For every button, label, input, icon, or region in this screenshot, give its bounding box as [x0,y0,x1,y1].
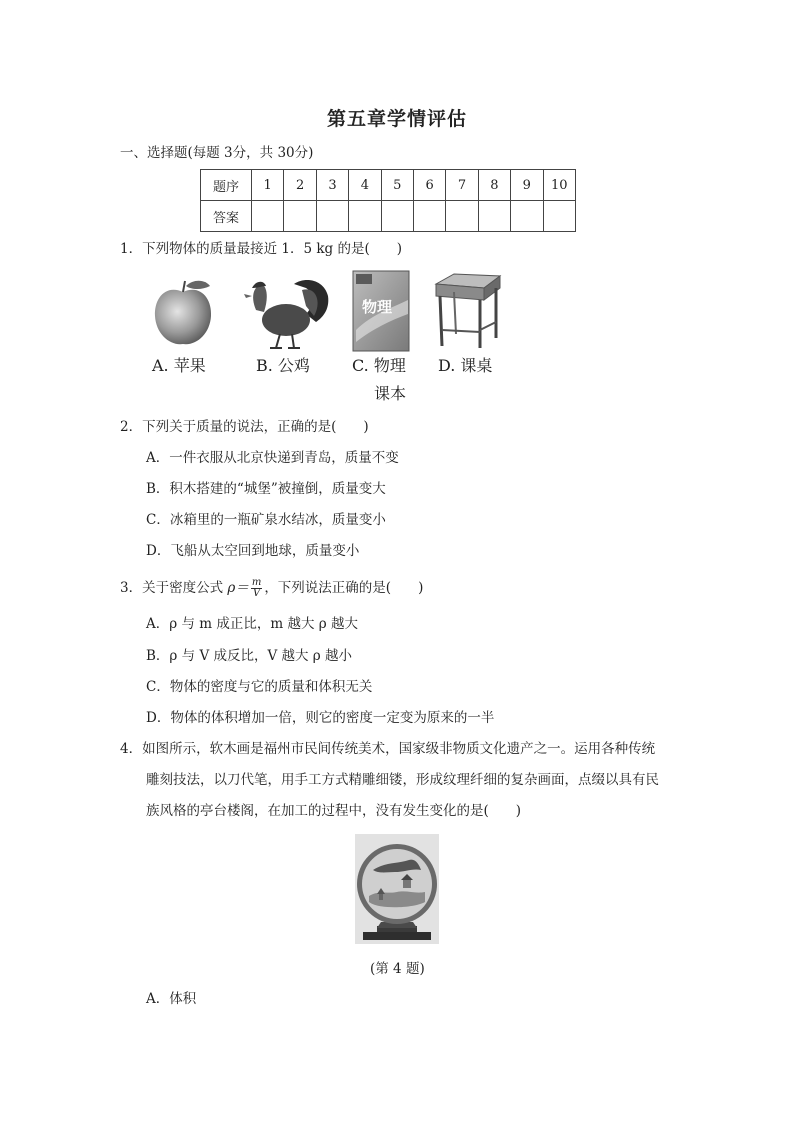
q3-option-c[interactable]: C．物体的密度与它的质量和体积无关 [146,679,373,695]
fraction-denominator: V [252,588,261,599]
question-4-line3: 族风格的亭台楼阁，在加工的过程中，没有发生变化的是( ) [146,803,522,819]
section-heading: 一、选择题(每题 3分，共 30分) [120,145,314,161]
table-cell: 4 [349,170,381,201]
table-cell: 3 [316,170,348,201]
question-4-line2: 雕刻技法，以刀代笔，用手工方式精雕细镂，形成纹理纤细的复杂画面，点缀以具有民 [146,772,659,788]
question-4-line1: 4．如图所示，软木画是福州市民间传统美术，国家级非物质文化遗产之一。运用各种传统 [120,741,656,757]
table-cell: 2 [284,170,316,201]
q1-option-a[interactable]: A. 苹果 [152,356,206,375]
q3-option-b[interactable]: B．ρ 与 V 成反比，V 越大 ρ 越小 [146,648,353,664]
answer-cell[interactable] [413,201,445,232]
answer-cell[interactable] [381,201,413,232]
q3-stem-before: 3．关于密度公式 [120,580,228,596]
q1-option-c-line2: 课本 [374,384,407,403]
answer-table [200,169,576,232]
answer-cell[interactable] [511,201,543,232]
q1-option-b[interactable]: B. 公鸡 [256,356,310,375]
table-row [201,170,576,201]
rooster-image [236,276,332,350]
figure-caption: (第 4 题) [370,961,425,977]
question-3-stem [120,578,423,599]
physics-book-image [352,270,410,352]
desk-image [432,272,502,350]
answer-cell[interactable] [478,201,510,232]
table-cell: 7 [446,170,478,201]
row-label-answer: 答案 [201,201,252,232]
q2-option-a[interactable]: A．一件衣服从北京快递到青岛，质量不变 [146,450,399,466]
density-formula-lhs: ρ＝ [227,580,249,596]
q3-option-a[interactable]: A．ρ 与 m 成正比，m 越大 ρ 越大 [146,616,358,632]
table-cell: 5 [381,170,413,201]
q4-option-a[interactable]: A．体积 [146,991,197,1007]
q2-option-d[interactable]: D．飞船从太空回到地球，质量变小 [146,543,360,559]
q1-option-d[interactable]: D. 课桌 [438,356,493,375]
q2-option-b[interactable]: B．积木搭建的“城堡”被撞倒，质量变大 [146,481,386,497]
row-label-number: 题序 [201,170,252,201]
table-cell: 6 [413,170,445,201]
table-cell: 8 [478,170,510,201]
answer-cell[interactable] [252,201,284,232]
answer-cell[interactable] [543,201,575,232]
page-title: 第五章学情评估 [326,108,467,130]
density-formula-fraction [251,578,262,599]
cork-painting-image [355,834,439,944]
q3-option-d[interactable]: D．物体的体积增加一倍，则它的密度一定变为原来的一半 [146,710,495,726]
book-cover-title: 物理 [362,298,393,316]
table-cell: 10 [543,170,575,201]
table-cell: 9 [511,170,543,201]
question-1-stem: 1．下列物体的质量最接近 1．5 kg 的是( ) [120,241,402,257]
answer-cell[interactable] [446,201,478,232]
answer-cell[interactable] [284,201,316,232]
table-cell: 1 [252,170,284,201]
fraction-numerator: m [251,577,262,588]
answer-cell[interactable] [316,201,348,232]
q2-option-c[interactable]: C．冰箱里的一瓶矿泉水结冰，质量变小 [146,512,386,528]
question-2-stem: 2．下列关于质量的说法，正确的是( ) [120,419,369,435]
q3-stem-after: ，下列说法正确的是( ) [264,580,424,596]
apple-image [152,278,214,348]
table-row [201,201,576,232]
q1-option-c[interactable]: C. 物理 [352,356,406,375]
answer-cell[interactable] [349,201,381,232]
